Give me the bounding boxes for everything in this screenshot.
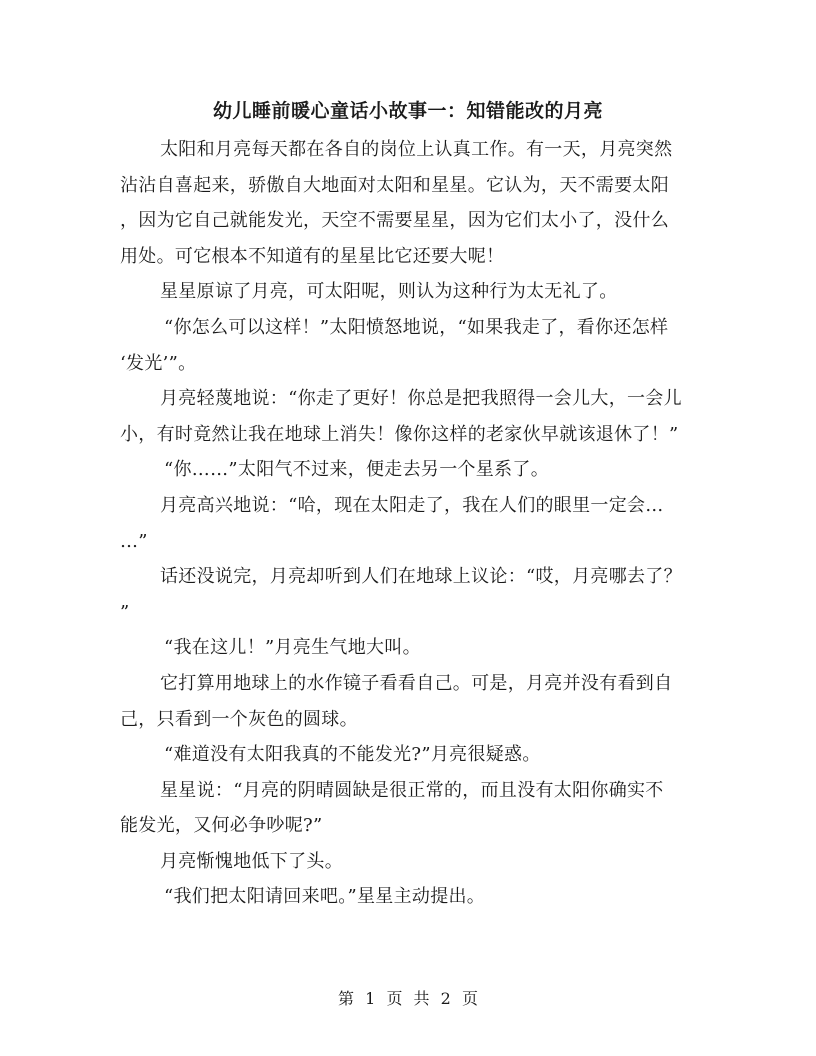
story-line: ” xyxy=(120,601,130,623)
total-page-number: 2 xyxy=(440,989,451,1008)
page-label-mid: 页 xyxy=(386,989,403,1008)
story-line: 话还没说完，月亮却听到人们在地球上议论：“哎，月亮哪去了？ xyxy=(160,566,682,588)
story-line: 它打算用地球上的水作镜子看看自己。可是，月亮并没有看到自 xyxy=(160,672,673,694)
story-line: 小，有时竟然让我在地球上消失！像你这样的老家伙早就该退休了！” xyxy=(120,423,679,445)
story-line: 星星说：“月亮的阴晴圆缺是很正常的，而且没有太阳你确实不 xyxy=(160,779,664,801)
page-label-suffix: 页 xyxy=(461,989,478,1008)
story-line: 用处。可它根本不知道有的星星比它还要大呢！ xyxy=(120,245,505,267)
story-line: 月亮轻蔑地说：“你走了更好！你总是把我照得一会儿大，一会儿 xyxy=(160,388,682,410)
story-body xyxy=(120,132,700,915)
page-footer xyxy=(0,986,816,1009)
story-line: “你……”太阳气不过来，便走去另一个星系了。 xyxy=(164,459,550,481)
story-line: …” xyxy=(120,530,148,552)
page-title: 幼儿睡前暖心童话小故事一：知错能改的月亮 xyxy=(212,100,603,122)
story-line: 月亮高兴地说：“哈，现在太阳走了，我在人们的眼里一定会… xyxy=(160,494,664,516)
story-line: 能发光，又何必争吵呢?” xyxy=(120,815,323,837)
story-line: 太阳和月亮每天都在各自的岗位上认真工作。有一天，月亮突然 xyxy=(160,139,673,160)
current-page-number: 1 xyxy=(365,989,376,1008)
story-line: 己，只看到一个灰色的圆球。 xyxy=(120,708,358,730)
story-line: “你怎么可以这样！”太阳愤怒地说，“如果我走了，看你还怎样 xyxy=(164,316,669,338)
story-line: 月亮惭愧地低下了头。 xyxy=(160,850,343,872)
story-line: “难道没有太阳我真的不能发光?”月亮很疑惑。 xyxy=(164,744,541,766)
story-line: “我在这儿！”月亮生气地大叫。 xyxy=(164,637,421,659)
story-line: ，因为它自己就能发光，天空不需要星星，因为它们太小了，没什么 xyxy=(120,210,669,232)
story-line: ‘发光’”。 xyxy=(120,352,197,374)
story-line: 沾沾自喜起来，骄傲自大地面对太阳和星星。它认为，天不需要太阳 xyxy=(120,174,669,196)
page-label-prefix: 第 xyxy=(338,989,355,1008)
story-line: 星星原谅了月亮，可太阳呢，则认为这种行为太无礼了。 xyxy=(160,281,618,303)
total-label: 共 xyxy=(413,989,430,1008)
story-line: “我们把太阳请回来吧。”星星主动提出。 xyxy=(164,886,486,908)
